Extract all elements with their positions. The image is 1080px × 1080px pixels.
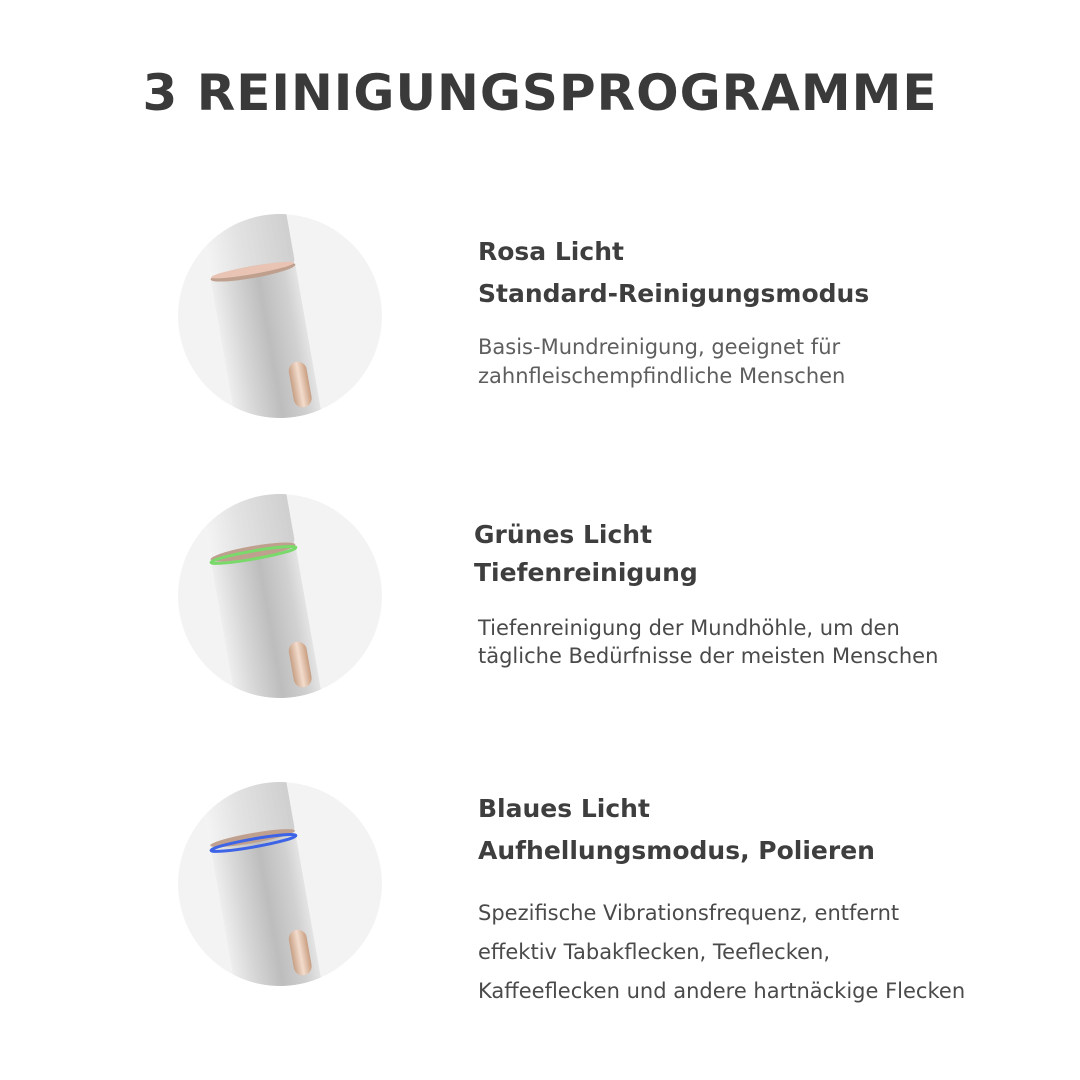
description-line: effektiv Tabakflecken, Teeflecken, [478, 940, 831, 964]
mode-name: Rosa Licht [478, 237, 624, 266]
mode-subtitle: Aufhellungsmodus, Polieren [478, 836, 875, 865]
mode-subtitle: Standard-Reinigungsmodus [478, 279, 870, 308]
mode-text [478, 231, 1058, 391]
mode-blue [0, 782, 1080, 1002]
mode-subtitle: Tiefenreinigung [474, 558, 698, 587]
description-line: Spezifische Vibrationsfrequenz, entfernt [478, 901, 900, 925]
mode-pink [0, 214, 1080, 434]
description-line: Tiefenreinigung der Mundhöhle, um den [478, 616, 900, 640]
toothbrush-pink-light-image [178, 214, 382, 418]
mode-description [478, 333, 1058, 391]
page-title: 3 REINIGUNGSPROGRAMME [142, 64, 938, 122]
description-line: tägliche Bedürfnisse der meisten Menschen [478, 644, 939, 668]
mode-name: Blaues Licht [478, 794, 650, 823]
mode-green [0, 494, 1080, 714]
toothbrush-blue-light-image [178, 782, 382, 986]
mode-text [474, 516, 1054, 670]
mode-name: Grünes Licht [474, 520, 653, 549]
mode-text [478, 788, 1058, 1011]
toothbrush-green-light-image [178, 494, 382, 698]
mode-description [478, 894, 1058, 1011]
description-line: Basis-Mundreinigung, geeignet für [478, 335, 841, 359]
mode-description [478, 614, 1054, 670]
description-line: zahnfleischempfindliche Menschen [478, 364, 846, 388]
description-line: Kaffeeflecken und andere hartnäckige Flecken [478, 979, 966, 1003]
